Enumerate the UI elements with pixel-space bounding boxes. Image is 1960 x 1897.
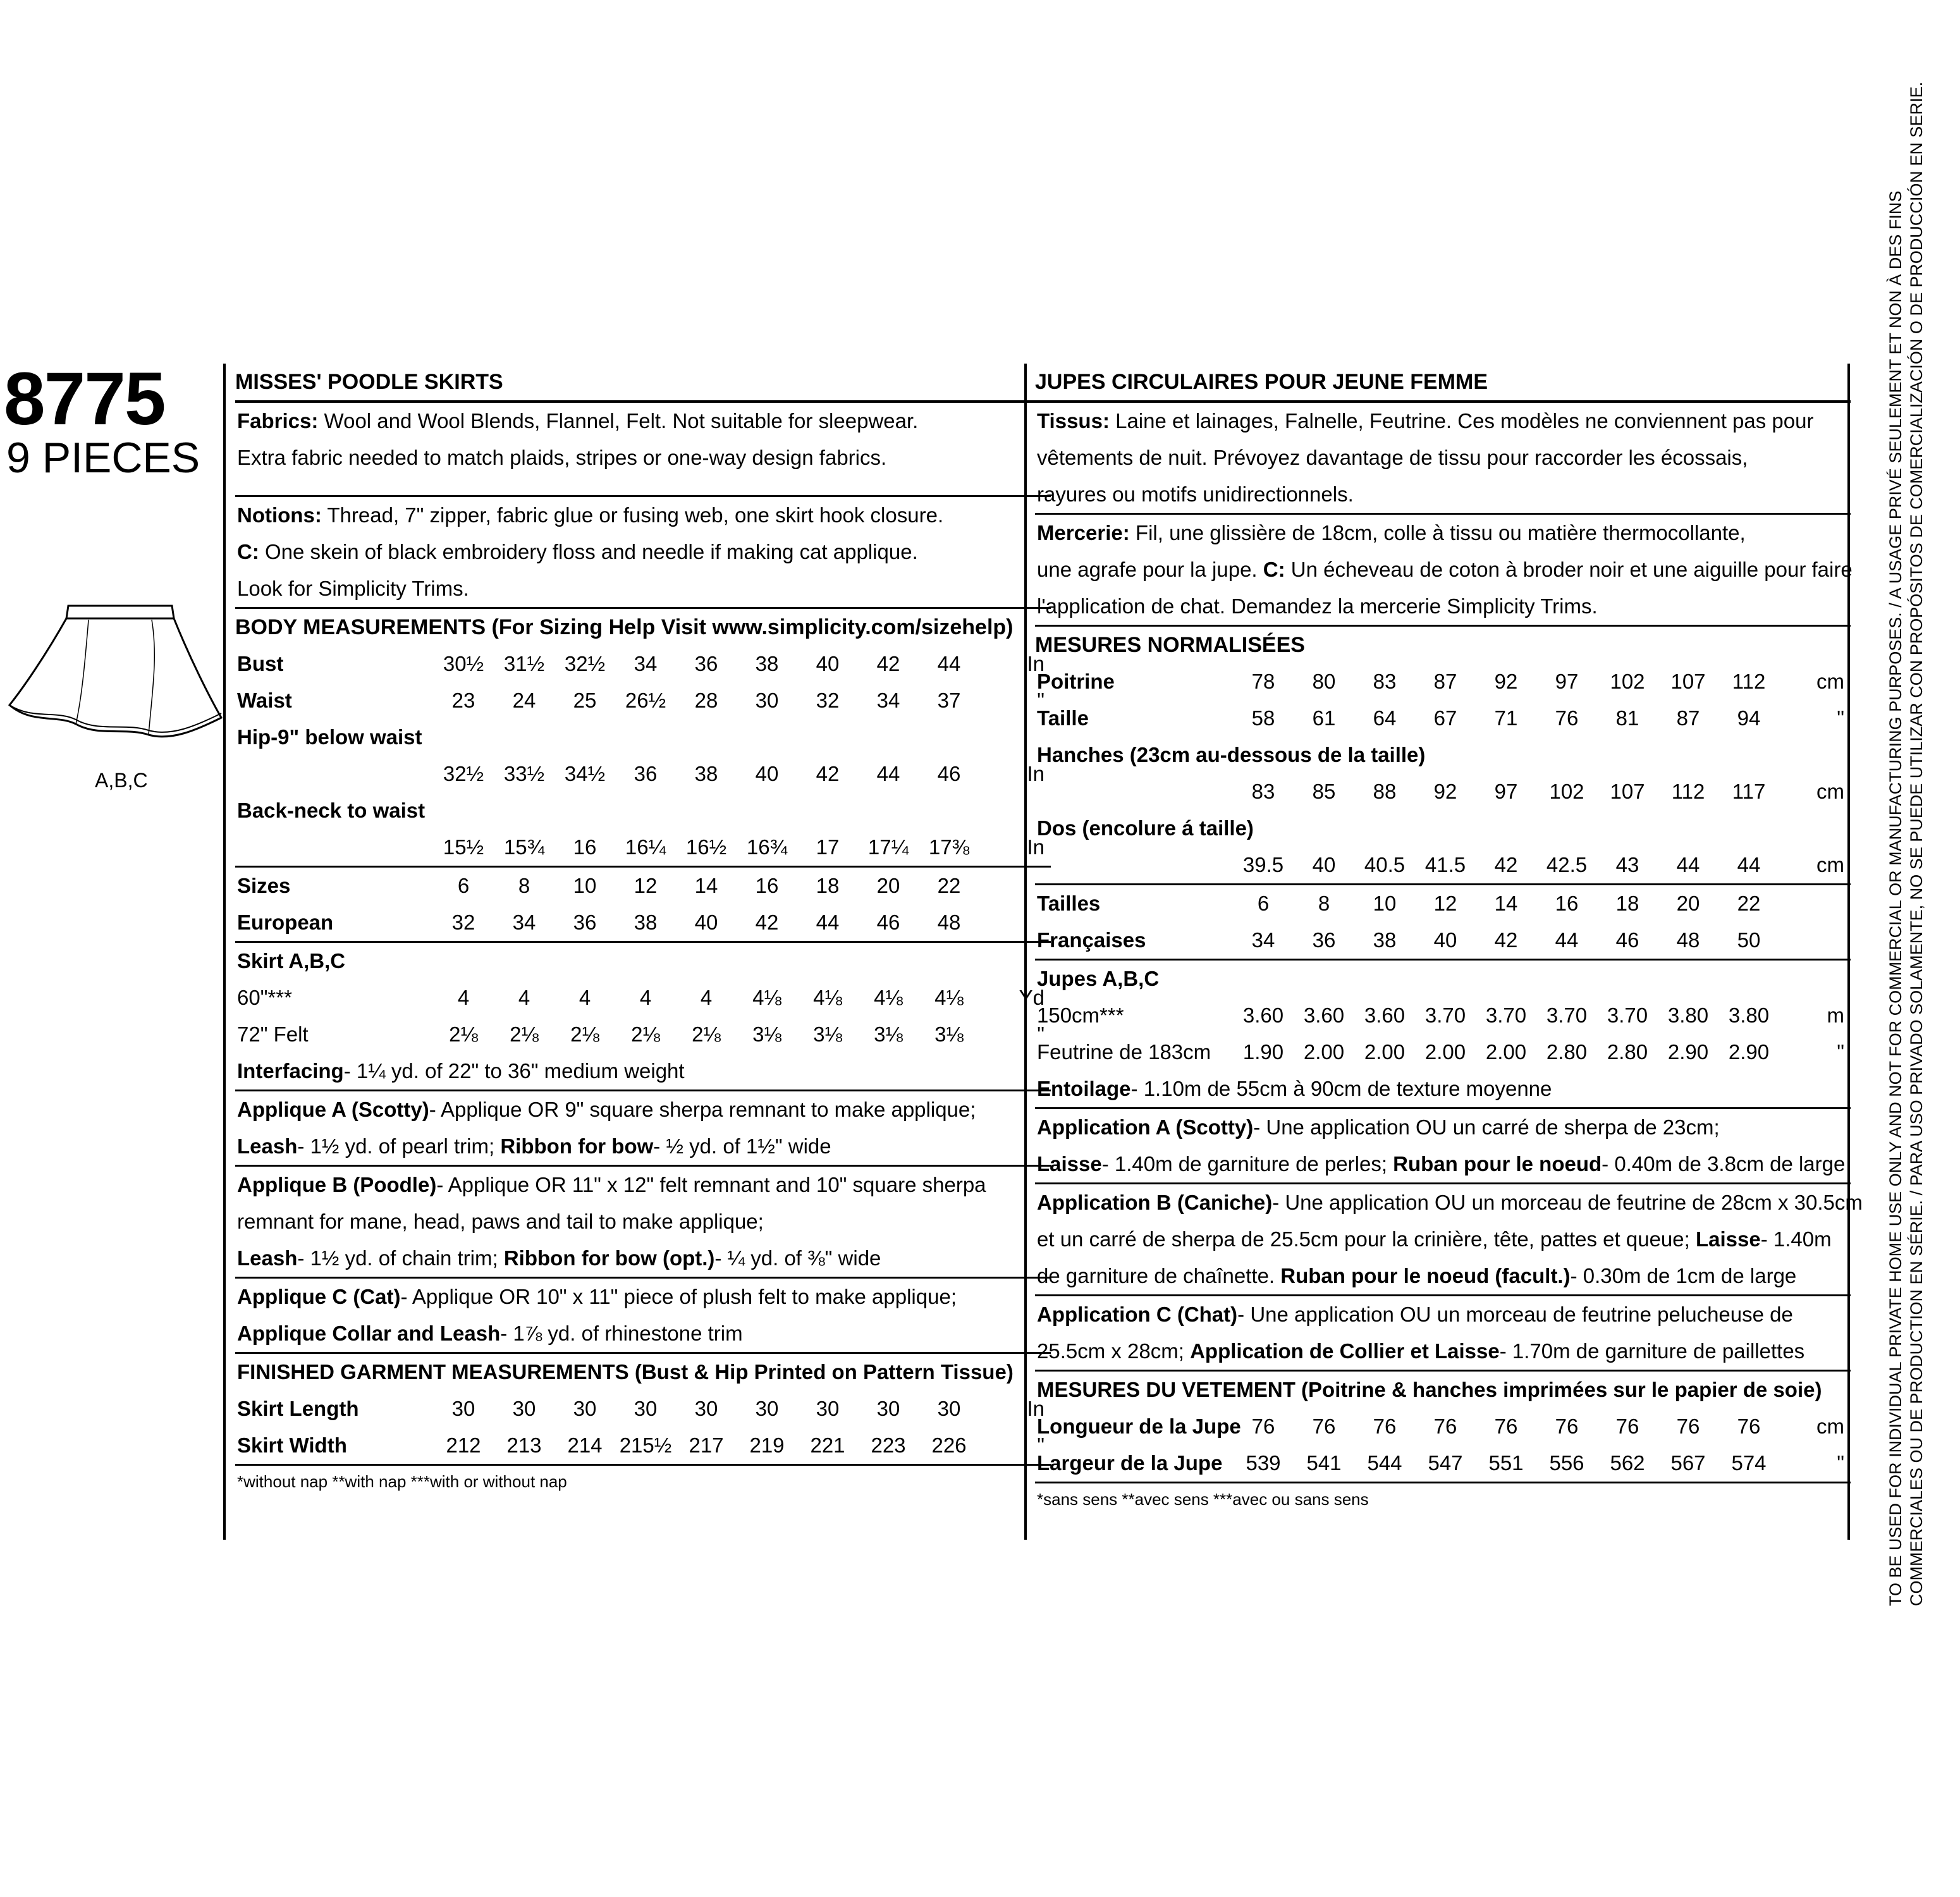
en-waist-unit: " (1037, 689, 1044, 712)
en-waist-cell: 23 (451, 689, 475, 712)
fr-applique-b-line3: de garniture de chaînette. Ruban pour le noeud (facult.)- 0.30m de 1cm de large (1037, 1264, 1797, 1287)
fr-felt183-cell: 2.00 (1364, 1040, 1406, 1064)
fr-fabric150-cell: 3.60 (1303, 1004, 1345, 1027)
fr-bust-cell: 87 (1433, 670, 1457, 693)
en-bust-cell: 44 (937, 652, 961, 675)
fr-applique-a: Application A (Scotty)- Une application OU un carré de sherpa de 23cm; (1037, 1115, 1720, 1139)
fr-notions-line2: une agrafe pour la jupe. C: Un écheveau de coton à broder noir et une aiguille pour faire (1037, 558, 1853, 581)
en-finished-heading: FINISHED GARMENT MEASUREMENTS (Bust & Hip Printed on Pattern Tissue) (237, 1360, 1014, 1384)
en-sizes-cell: 14 (694, 874, 718, 897)
fr-fabric150-cell: 3.70 (1424, 1004, 1466, 1027)
fr-sizes-cell: 14 (1494, 892, 1518, 915)
fr-sizes-cell: 18 (1615, 892, 1639, 915)
en-waist-row (235, 682, 1051, 719)
fr-fabrics-line3: rayures ou motifs unidirectionnels. (1037, 482, 1354, 506)
fr-waist-cell: 87 (1676, 706, 1700, 730)
en-felt72-cell: 3⅛ (813, 1022, 842, 1046)
en-skirt-heading: Skirt A,B,C (237, 949, 346, 973)
en-applique-c-collar: Applique Collar and Leash- 1⅞ yd. of rhinestone trim (237, 1322, 743, 1345)
en-waist-cell: 26½ (625, 689, 666, 712)
fr-hip-cell: 92 (1433, 780, 1457, 803)
fr-sizes-cell: 16 (1555, 892, 1579, 915)
fr-skirt-heading: Jupes A,B,C (1037, 967, 1160, 990)
en-length-label: Skirt Length (237, 1397, 359, 1420)
fr-fabric150-cell: 3.60 (1242, 1004, 1284, 1027)
fr-applique-a-leash: Laisse- 1.40m de garniture de perles; Ruban pour le noeud- 0.40m de 3.8cm de large (1037, 1152, 1846, 1176)
en-sizes-label: Sizes (237, 874, 291, 897)
fr-european-cell: 38 (1373, 928, 1397, 952)
en-back-cell: 17¼ (867, 835, 909, 859)
fr-bust-cell: 80 (1312, 670, 1336, 693)
fr-hip-cell: 117 (1732, 780, 1766, 803)
en-bust-cell: 30½ (443, 652, 484, 675)
fr-bust-cell: 83 (1373, 670, 1397, 693)
fr-back-cell: 42.5 (1546, 853, 1588, 876)
en-back-cell: 16 (573, 835, 597, 859)
en-hip-cell: 44 (876, 762, 900, 785)
fr-european-row (1035, 922, 1851, 959)
fr-back-cell: 44 (1737, 853, 1761, 876)
en-fabric60-cell: 4 (579, 986, 591, 1009)
fr-back-cell: 41.5 (1424, 853, 1466, 876)
fr-fabric150-cell: 3.70 (1485, 1004, 1527, 1027)
fr-back-cell: 40 (1312, 853, 1336, 876)
en-waist-label: Waist (237, 689, 292, 712)
en-applique-b-leash: Leash- 1½ yd. of chain trim; Ribbon for bow (opt.)- ¼ yd. of ⅜" wide (237, 1246, 881, 1270)
en-back-cell: 16½ (685, 835, 727, 859)
en-length-cell: 30 (512, 1397, 536, 1420)
fr-sizes-cell: 20 (1676, 892, 1700, 915)
fr-back-cell: 42 (1494, 853, 1518, 876)
fr-width-unit: " (1837, 1451, 1844, 1475)
fr-hip-cell: 85 (1312, 780, 1336, 803)
fr-width-cell: 551 (1488, 1451, 1524, 1475)
fr-length-cell: 76 (1494, 1415, 1518, 1438)
fr-felt183-cell: 2.90 (1728, 1040, 1770, 1064)
fr-felt183-unit: " (1837, 1040, 1844, 1064)
divider-left (223, 364, 226, 1540)
fr-width-cell: 544 (1367, 1451, 1402, 1475)
en-felt72-label: 72" Felt (237, 1022, 309, 1046)
en-felt72-cell: 2⅛ (510, 1022, 539, 1046)
fr-sizes-cell: 6 (1257, 892, 1270, 915)
fr-fabric150-row (1035, 997, 1851, 1034)
en-european-cell: 42 (755, 911, 779, 934)
en-fabric60-cell: 4 (518, 986, 530, 1009)
fr-sizes-cell: 12 (1433, 892, 1457, 915)
en-european-cell: 44 (816, 911, 840, 934)
fr-bust-cell: 107 (1670, 670, 1706, 693)
fr-width-label: Largeur de la Jupe (1037, 1451, 1223, 1475)
pattern-number: 8775 (4, 357, 165, 441)
en-waist-cell: 25 (573, 689, 597, 712)
disclaimer-line-1: TO BE USED FOR INDIVIDUAL PRIVATE HOME USE ONLY AND NOT FOR COMMERCIAL OR MANUFACTURING PURPOSES. / A USAGE PRIVÉ SEULEMENT ET NON À DES FINS (1886, 190, 1905, 1606)
en-applique-a: Applique A (Scotty)- Applique OR 9" square sherpa remnant to make applique; (237, 1098, 976, 1121)
fr-length-cell: 76 (1312, 1415, 1336, 1438)
fr-applique-b: Application B (Caniche)- Une application OU un morceau de feutrine de 28cm x 30.5cm (1037, 1191, 1863, 1214)
en-length-cell: 30 (694, 1397, 718, 1420)
en-sizes-cell: 22 (937, 874, 961, 897)
fr-length-cell: 76 (1555, 1415, 1579, 1438)
fr-fabrics-line2: vêtements de nuit. Prévoyez davantage de tissu pour raccorder les écossais, (1037, 446, 1748, 469)
en-fabric60-cell: 4 (457, 986, 470, 1009)
fr-applique-c: Application C (Chat)- Une application OU un morceau de feutrine pelucheuse de (1037, 1303, 1793, 1326)
en-european-label: European (237, 911, 334, 934)
en-width-row (235, 1427, 1051, 1464)
en-width-cell: 219 (749, 1433, 785, 1457)
fr-fabric150-cell: 3.80 (1667, 1004, 1709, 1027)
fr-european-cell: 46 (1615, 928, 1639, 952)
en-sizes-cell: 16 (755, 874, 779, 897)
fr-hip-cell: 88 (1373, 780, 1397, 803)
en-felt72-cell: 2⅛ (570, 1022, 599, 1046)
en-length-cell: 30 (755, 1397, 779, 1420)
fr-length-unit: cm (1816, 1415, 1844, 1438)
en-bust-cell: 38 (755, 652, 779, 675)
fr-length-cell: 76 (1676, 1415, 1700, 1438)
en-bust-cell: 40 (816, 652, 840, 675)
en-width-unit: " (1037, 1433, 1044, 1457)
fr-footnote: *sans sens **avec sens ***avec ou sans sens (1037, 1490, 1369, 1509)
fr-sizes-cell: 22 (1737, 892, 1761, 915)
en-body-heading: BODY MEASUREMENTS (For Sizing Help Visit www.simplicity.com/sizehelp) (235, 615, 1014, 639)
en-waist-cell: 24 (512, 689, 536, 712)
fr-waist-cell: 76 (1555, 706, 1579, 730)
en-back-row (235, 829, 1051, 866)
en-felt72-unit: " (1037, 1022, 1044, 1046)
en-sizes-cell: 6 (457, 874, 470, 897)
en-bust-cell: 31½ (503, 652, 545, 675)
en-felt72-cell: 2⅛ (631, 1022, 660, 1046)
en-hip-cell: 34½ (564, 762, 606, 785)
en-notions-c: C: One skein of black embroidery floss and needle if making cat applique. (237, 540, 918, 563)
en-interfacing: Interfacing- 1¼ yd. of 22" to 36" medium weight (237, 1059, 685, 1083)
fr-bust-cell: 92 (1494, 670, 1518, 693)
en-length-cell: 30 (876, 1397, 900, 1420)
fr-waist-row (1035, 700, 1851, 737)
en-sizes-cell: 8 (518, 874, 530, 897)
en-length-cell: 30 (451, 1397, 475, 1420)
en-back-cell: 15½ (443, 835, 484, 859)
en-waist-cell: 30 (755, 689, 779, 712)
en-back-label: Back-neck to waist (237, 799, 426, 822)
fr-fabric150-label: 150cm*** (1037, 1004, 1124, 1027)
fr-european-cell: 48 (1676, 928, 1700, 952)
fr-european-cell: 34 (1251, 928, 1275, 952)
fr-back-row (1035, 847, 1851, 883)
fr-felt183-cell: 2.90 (1667, 1040, 1709, 1064)
views-label: A,B,C (95, 769, 148, 792)
fr-hip-cell: 107 (1610, 780, 1645, 803)
fr-length-cell: 76 (1251, 1415, 1275, 1438)
fr-finished-heading: MESURES DU VETEMENT (Poitrine & hanches imprimées sur le papier de soie) (1037, 1378, 1822, 1401)
en-sizes-cell: 12 (634, 874, 658, 897)
fr-width-cell: 539 (1246, 1451, 1281, 1475)
fr-hip-cell: 97 (1494, 780, 1518, 803)
en-width-cell: 226 (931, 1433, 967, 1457)
en-width-cell: 223 (871, 1433, 906, 1457)
en-hip-cell: 33½ (503, 762, 545, 785)
en-back-unit: In (1027, 835, 1044, 859)
fr-sizes-cell: 8 (1318, 892, 1330, 915)
fr-waist-cell: 71 (1494, 706, 1518, 730)
fr-waist-cell: 81 (1615, 706, 1639, 730)
fr-width-cell: 541 (1306, 1451, 1342, 1475)
fr-felt183-cell: 2.00 (1424, 1040, 1466, 1064)
en-fabric60-cell: 4⅛ (934, 986, 964, 1009)
fr-applique-b-line2: et un carré de sherpa de 25.5cm pour la crinière, tête, pattes et queue; Laisse- 1.40m (1037, 1227, 1832, 1251)
en-length-row (235, 1391, 1051, 1427)
en-fabric60-unit: Yd (1019, 986, 1044, 1009)
en-bust-cell: 32½ (564, 652, 606, 675)
fr-length-cell: 76 (1737, 1415, 1761, 1438)
en-back-cell: 15¾ (503, 835, 545, 859)
en-hip-cell: 38 (694, 762, 718, 785)
en-width-cell: 214 (567, 1433, 603, 1457)
skirt-illustration (6, 594, 228, 746)
en-back-cell: 16¼ (625, 835, 666, 859)
en-applique-b-line2: remnant for mane, head, paws and tail to make applique; (237, 1210, 764, 1233)
en-european-row (235, 904, 1051, 941)
fr-european-cell: 44 (1555, 928, 1579, 952)
en-felt72-cell: 2⅛ (449, 1022, 478, 1046)
pattern-pieces: 9 PIECES (6, 434, 200, 482)
en-notions: Notions: Thread, 7" zipper, fabric glue or fusing web, one skirt hook closure. (237, 503, 944, 527)
en-hip-cell: 32½ (443, 762, 484, 785)
fr-european-label: Françaises (1037, 928, 1146, 952)
fr-width-cell: 574 (1731, 1451, 1767, 1475)
en-hip-unit: In (1027, 762, 1044, 785)
en-sizes-cell: 20 (876, 874, 900, 897)
en-length-cell: 30 (573, 1397, 597, 1420)
en-hip-row (235, 756, 1051, 792)
fr-waist-cell: 94 (1737, 706, 1761, 730)
fr-hip-cell: 83 (1251, 780, 1275, 803)
en-length-cell: 30 (634, 1397, 658, 1420)
en-european-cell: 38 (634, 911, 658, 934)
en-footnote: *without nap **with nap ***with or without nap (237, 1472, 567, 1491)
fr-back-cell: 39.5 (1242, 853, 1284, 876)
en-bust-label: Bust (237, 652, 284, 675)
en-width-cell: 215½ (619, 1433, 672, 1457)
usage-disclaimer (1885, 82, 1960, 1606)
en-bust-cell: 34 (634, 652, 658, 675)
en-european-cell: 40 (694, 911, 718, 934)
en-fabric60-row (235, 979, 1051, 1016)
fr-back-cell: 43 (1615, 853, 1639, 876)
fr-notions-line3: l'application de chat. Demandez la mercerie Simplicity Trims. (1037, 594, 1598, 618)
en-back-cell: 17 (816, 835, 840, 859)
en-title: MISSES' POODLE SKIRTS (235, 370, 503, 394)
fr-bust-row (1035, 663, 1851, 700)
fr-bust-cell: 97 (1555, 670, 1579, 693)
fr-applique-c-collar: 25.5cm x 28cm; Application de Collier et Laisse- 1.70m de garniture de paillettes (1037, 1339, 1805, 1363)
fr-length-cell: 76 (1615, 1415, 1639, 1438)
en-hip-cell: 36 (634, 762, 658, 785)
fr-waist-label: Taille (1037, 706, 1089, 730)
fr-felt183-cell: 2.00 (1485, 1040, 1527, 1064)
fr-interfacing: Entoilage- 1.10m de 55cm à 90cm de texture moyenne (1037, 1077, 1552, 1100)
fr-notions: Mercerie: Fil, une glissière de 18cm, colle à tissu ou matière thermocollante, (1037, 521, 1746, 544)
en-applique-a-leash: Leash- 1½ yd. of pearl trim; Ribbon for bow- ½ yd. of 1½" wide (237, 1134, 831, 1158)
en-sizes-row (235, 868, 1051, 904)
en-fabrics-line2: Extra fabric needed to match plaids, stripes or one-way design fabrics. (237, 446, 887, 469)
fr-width-row (1035, 1445, 1851, 1482)
fr-sizes-row (1035, 885, 1851, 922)
french-column (1035, 364, 1863, 1515)
en-bust-cell: 42 (876, 652, 900, 675)
en-sizes-cell: 18 (816, 874, 840, 897)
en-fabric60-cell: 4⅛ (874, 986, 903, 1009)
en-hip-label: Hip-9" below waist (237, 725, 422, 749)
en-fabric60-cell: 4 (700, 986, 713, 1009)
en-fabric60-cell: 4⅛ (813, 986, 842, 1009)
fr-felt183-cell: 2.80 (1607, 1040, 1648, 1064)
fr-waist-cell: 58 (1251, 706, 1275, 730)
en-hip-cell: 42 (816, 762, 840, 785)
en-waist-cell: 32 (816, 689, 840, 712)
fr-fabric150-cell: 3.60 (1364, 1004, 1406, 1027)
fr-length-cell: 76 (1433, 1415, 1457, 1438)
fr-bust-cell: 102 (1610, 670, 1645, 693)
en-fabric60-cell: 4⅛ (752, 986, 781, 1009)
en-fabric60-cell: 4 (639, 986, 652, 1009)
fr-width-cell: 562 (1610, 1451, 1645, 1475)
en-felt72-cell: 2⅛ (692, 1022, 721, 1046)
en-bust-unit: In (1027, 652, 1044, 675)
en-european-cell: 36 (573, 911, 597, 934)
fr-felt183-row (1035, 1034, 1851, 1071)
fr-waist-cell: 64 (1373, 706, 1397, 730)
fr-title: JUPES CIRCULAIRES POUR JEUNE FEMME (1035, 370, 1488, 394)
fr-hip-cell: 102 (1549, 780, 1584, 803)
fr-waist-unit: " (1837, 706, 1844, 730)
en-back-cell: 16¾ (746, 835, 788, 859)
fr-length-cell: 76 (1373, 1415, 1397, 1438)
en-notions-line3: Look for Simplicity Trims. (237, 577, 469, 600)
en-european-cell: 46 (876, 911, 900, 934)
en-hip-cell: 40 (755, 762, 779, 785)
disclaimer-line-2: COMMERCIALES OU DE PRODUCTION EN SÉRIE. / PARA USO PRIVADO SOLAMENTE, NO SE PUEDE UTILIZAR CON PROPÓSITOS DE COMERCIALIZACIÓN O DE PRODUCCIÓN EN SERIE. (1907, 82, 1926, 1606)
fr-felt183-cell: 2.00 (1303, 1040, 1345, 1064)
fr-european-cell: 40 (1433, 928, 1457, 952)
fr-sizes-label: Tailles (1037, 892, 1101, 915)
en-waist-cell: 28 (694, 689, 718, 712)
fr-back-label: Dos (encolure á taille) (1037, 816, 1254, 840)
fr-bust-cell: 78 (1251, 670, 1275, 693)
fr-felt183-cell: 1.90 (1242, 1040, 1284, 1064)
fr-hip-cell: 112 (1671, 780, 1705, 803)
fr-waist-cell: 61 (1312, 706, 1336, 730)
en-waist-cell: 37 (937, 689, 961, 712)
en-hip-cell: 46 (937, 762, 961, 785)
en-width-cell: 221 (810, 1433, 845, 1457)
en-applique-c: Applique C (Cat)- Applique OR 10" x 11" piece of plush felt to make applique; (237, 1285, 957, 1308)
en-fabrics: Fabrics: Wool and Wool Blends, Flannel, Felt. Not suitable for sleepwear. (237, 409, 919, 433)
en-waist-cell: 34 (876, 689, 900, 712)
en-back-cell: 17⅜ (928, 835, 970, 859)
en-fabric60-label: 60"*** (237, 986, 292, 1009)
en-felt72-cell: 3⅛ (752, 1022, 781, 1046)
en-width-label: Skirt Width (237, 1433, 347, 1457)
fr-hip-row (1035, 773, 1851, 810)
fr-sizes-cell: 10 (1373, 892, 1397, 915)
en-european-cell: 48 (937, 911, 961, 934)
fr-felt183-label: Feutrine de 183cm (1037, 1040, 1211, 1064)
en-length-cell: 30 (937, 1397, 961, 1420)
fr-back-unit: cm (1816, 853, 1844, 876)
fr-waist-cell: 67 (1433, 706, 1457, 730)
en-sizes-cell: 10 (573, 874, 597, 897)
fr-width-cell: 556 (1549, 1451, 1584, 1475)
fr-length-label: Longueur de la Jupe (1037, 1415, 1241, 1438)
en-bust-cell: 36 (694, 652, 718, 675)
fr-body-heading: MESURES NORMALISÉES (1035, 633, 1305, 657)
en-bust-row (235, 646, 1051, 682)
fr-back-cell: 44 (1676, 853, 1700, 876)
fr-fabric150-cell: 3.70 (1607, 1004, 1648, 1027)
fr-european-cell: 36 (1312, 928, 1336, 952)
fr-fabrics: Tissus: Laine et lainages, Falnelle, Feutrine. Ces modèles ne conviennent pas pour (1037, 409, 1814, 433)
fr-width-cell: 567 (1670, 1451, 1706, 1475)
en-applique-b: Applique B (Poodle)- Applique OR 11" x 12" felt remnant and 10" square sherpa (237, 1173, 986, 1196)
en-european-cell: 32 (451, 911, 475, 934)
fr-length-row (1035, 1408, 1851, 1445)
fr-felt183-cell: 2.80 (1546, 1040, 1588, 1064)
en-felt72-cell: 3⅛ (874, 1022, 903, 1046)
fr-bust-cell: 112 (1732, 670, 1766, 693)
en-width-cell: 212 (446, 1433, 481, 1457)
en-felt72-cell: 3⅛ (934, 1022, 964, 1046)
fr-hip-unit: cm (1816, 780, 1844, 803)
fr-fabric150-unit: m (1827, 1004, 1844, 1027)
en-european-cell: 34 (512, 911, 536, 934)
en-felt72-row (235, 1016, 1051, 1053)
fr-back-cell: 40.5 (1364, 853, 1406, 876)
fr-fabric150-cell: 3.80 (1728, 1004, 1770, 1027)
fr-hip-label: Hanches (23cm au-dessous de la taille) (1037, 743, 1426, 766)
en-length-unit: In (1027, 1397, 1044, 1420)
fr-fabric150-cell: 3.70 (1546, 1004, 1588, 1027)
fr-width-cell: 547 (1428, 1451, 1463, 1475)
english-column (235, 364, 1051, 1497)
fr-bust-label: Poitrine (1037, 670, 1115, 693)
en-width-cell: 213 (506, 1433, 542, 1457)
fr-european-cell: 42 (1494, 928, 1518, 952)
fr-bust-unit: cm (1816, 670, 1844, 693)
en-width-cell: 217 (689, 1433, 724, 1457)
fr-european-cell: 50 (1737, 928, 1761, 952)
en-length-cell: 30 (816, 1397, 840, 1420)
